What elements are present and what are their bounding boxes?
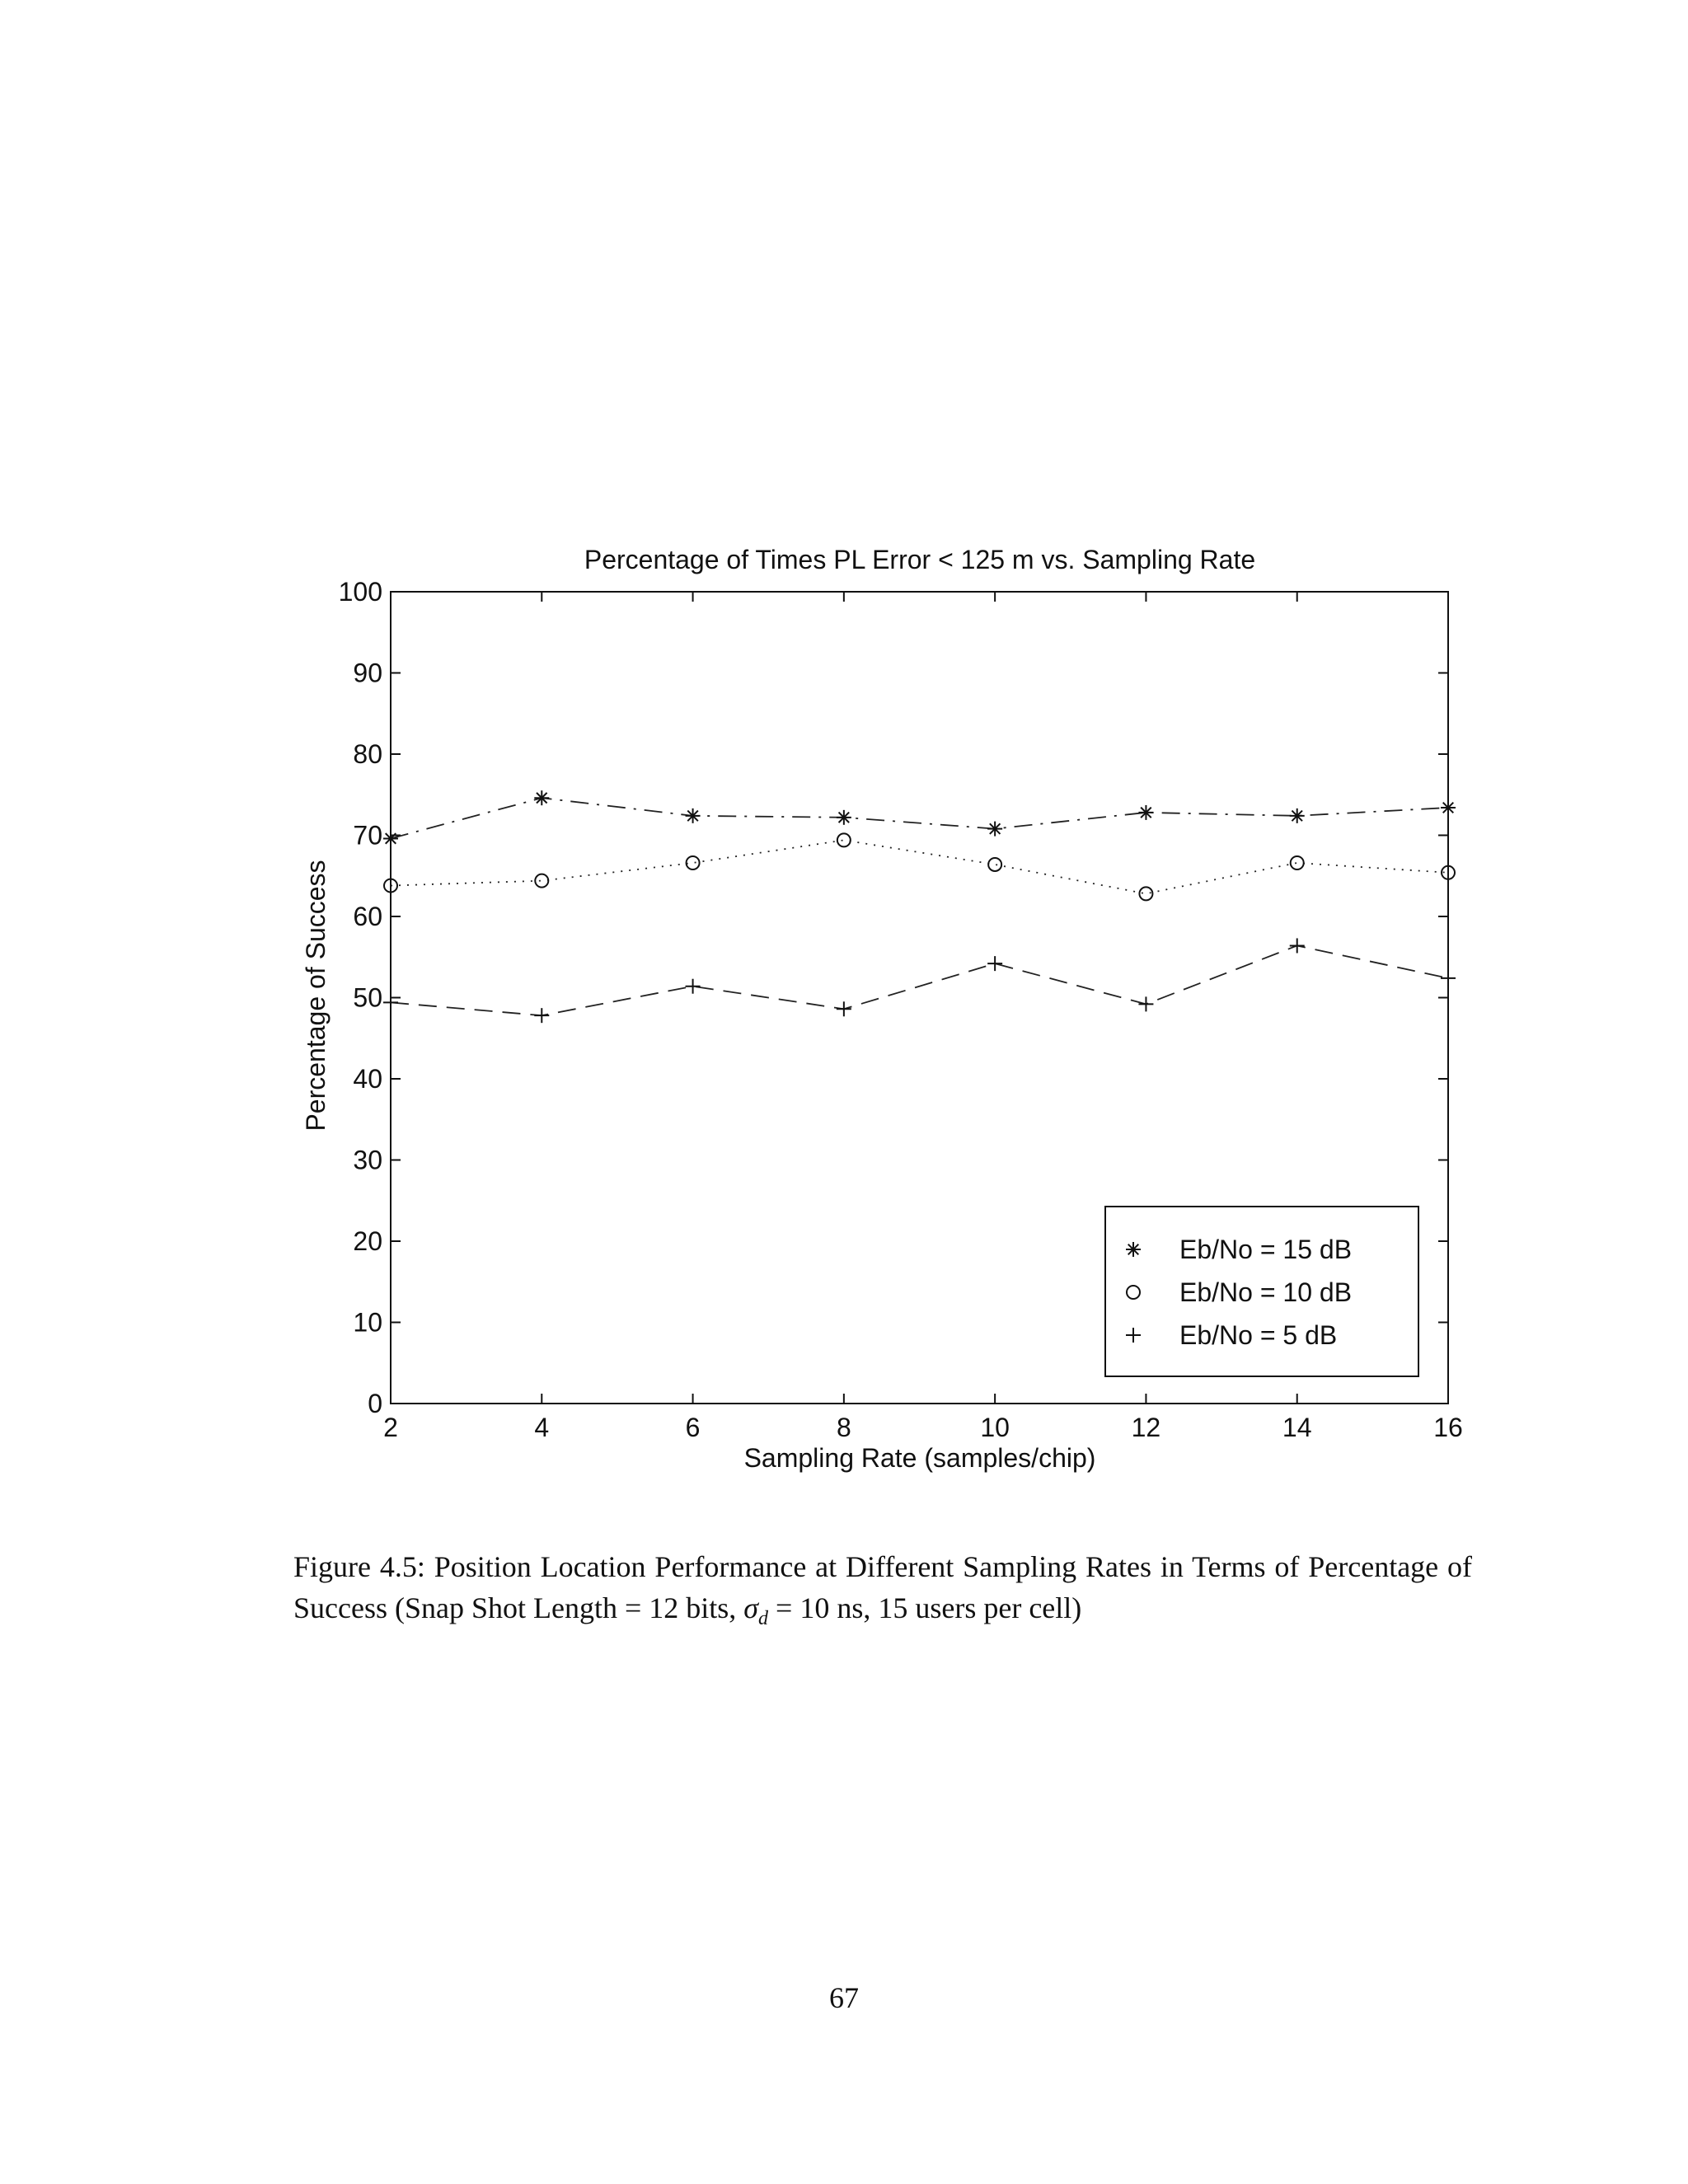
data-point (1138, 996, 1153, 1011)
y-tick-label: 20 (353, 1226, 382, 1256)
x-tick-label: 6 (685, 1413, 701, 1442)
y-tick-label: 30 (353, 1145, 382, 1175)
x-tick-label: 14 (1282, 1413, 1312, 1442)
data-point (837, 1001, 851, 1016)
data-point (1138, 805, 1153, 820)
marker-circle (535, 874, 548, 888)
data-point (535, 874, 548, 888)
data-point (1139, 887, 1152, 900)
data-point (1291, 856, 1304, 869)
y-tick-label: 10 (353, 1307, 382, 1338)
caption-text-end: = 10 ns, 15 users per cell) (768, 1591, 1082, 1624)
series-plus (383, 938, 1456, 1023)
chart-title: Percentage of Times PL Error < 125 m vs. Sampling Rate (584, 545, 1256, 574)
data-point (686, 979, 701, 994)
x-axis-label: Sampling Rate (samples/chip) (743, 1443, 1096, 1473)
data-point (1441, 800, 1456, 815)
page-number: 67 (829, 1981, 859, 2014)
marker-circle (1139, 887, 1152, 900)
data-point (534, 790, 549, 805)
y-tick-label: 60 (353, 902, 382, 931)
x-tick-label: 16 (1433, 1413, 1463, 1442)
sigma-subscript: d (758, 1608, 769, 1629)
x-tick-label: 8 (836, 1413, 851, 1442)
marker-circle (988, 858, 1001, 871)
legend-label: Eb/No = 5 dB (1179, 1320, 1338, 1350)
data-point (988, 858, 1001, 871)
data-point (1290, 808, 1305, 823)
x-tick-label: 2 (383, 1413, 398, 1442)
series-line (391, 945, 1448, 1015)
figure-caption (293, 1546, 1472, 1639)
x-tick-label: 10 (980, 1413, 1010, 1442)
series-asterisk (383, 790, 1456, 846)
marker-circle (1291, 856, 1304, 869)
chart-legend (1105, 1207, 1418, 1376)
data-point (987, 956, 1002, 971)
y-tick-label: 50 (353, 982, 382, 1013)
y-tick-label: 70 (353, 820, 382, 851)
data-point (383, 831, 398, 846)
sigma-symbol: σ (743, 1591, 759, 1624)
y-tick-label: 100 (338, 577, 382, 607)
marker-circle (837, 833, 851, 846)
series-line (391, 798, 1448, 838)
data-point (1441, 971, 1456, 986)
y-tick-label: 80 (353, 739, 382, 769)
data-point (1290, 938, 1305, 953)
x-tick-label: 12 (1131, 1413, 1161, 1442)
data-point (687, 856, 700, 869)
series-circle (384, 833, 1455, 900)
y-tick-label: 0 (368, 1389, 382, 1418)
data-point (686, 808, 701, 823)
data-point (837, 833, 851, 846)
data-point (987, 822, 1002, 837)
caption-text-start: Figure 4.5: Position Location Performance at Different Sampling Rates in Terms of Percentage of Success (Snap Shot Length = 12 bits, (293, 1550, 1472, 1624)
y-tick-label: 40 (353, 1064, 382, 1094)
legend-label: Eb/No = 10 dB (1179, 1277, 1353, 1307)
y-tick-label: 90 (353, 658, 382, 688)
marker-circle (687, 856, 700, 869)
y-axis-label: Percentage of Success (301, 860, 331, 1132)
series-line (391, 840, 1448, 893)
legend-label: Eb/No = 15 dB (1179, 1235, 1353, 1264)
legend-marker (1126, 1242, 1141, 1257)
x-tick-label: 4 (534, 1413, 550, 1442)
data-point (534, 1008, 549, 1023)
data-series-layer (383, 790, 1456, 1023)
data-point (837, 810, 851, 825)
